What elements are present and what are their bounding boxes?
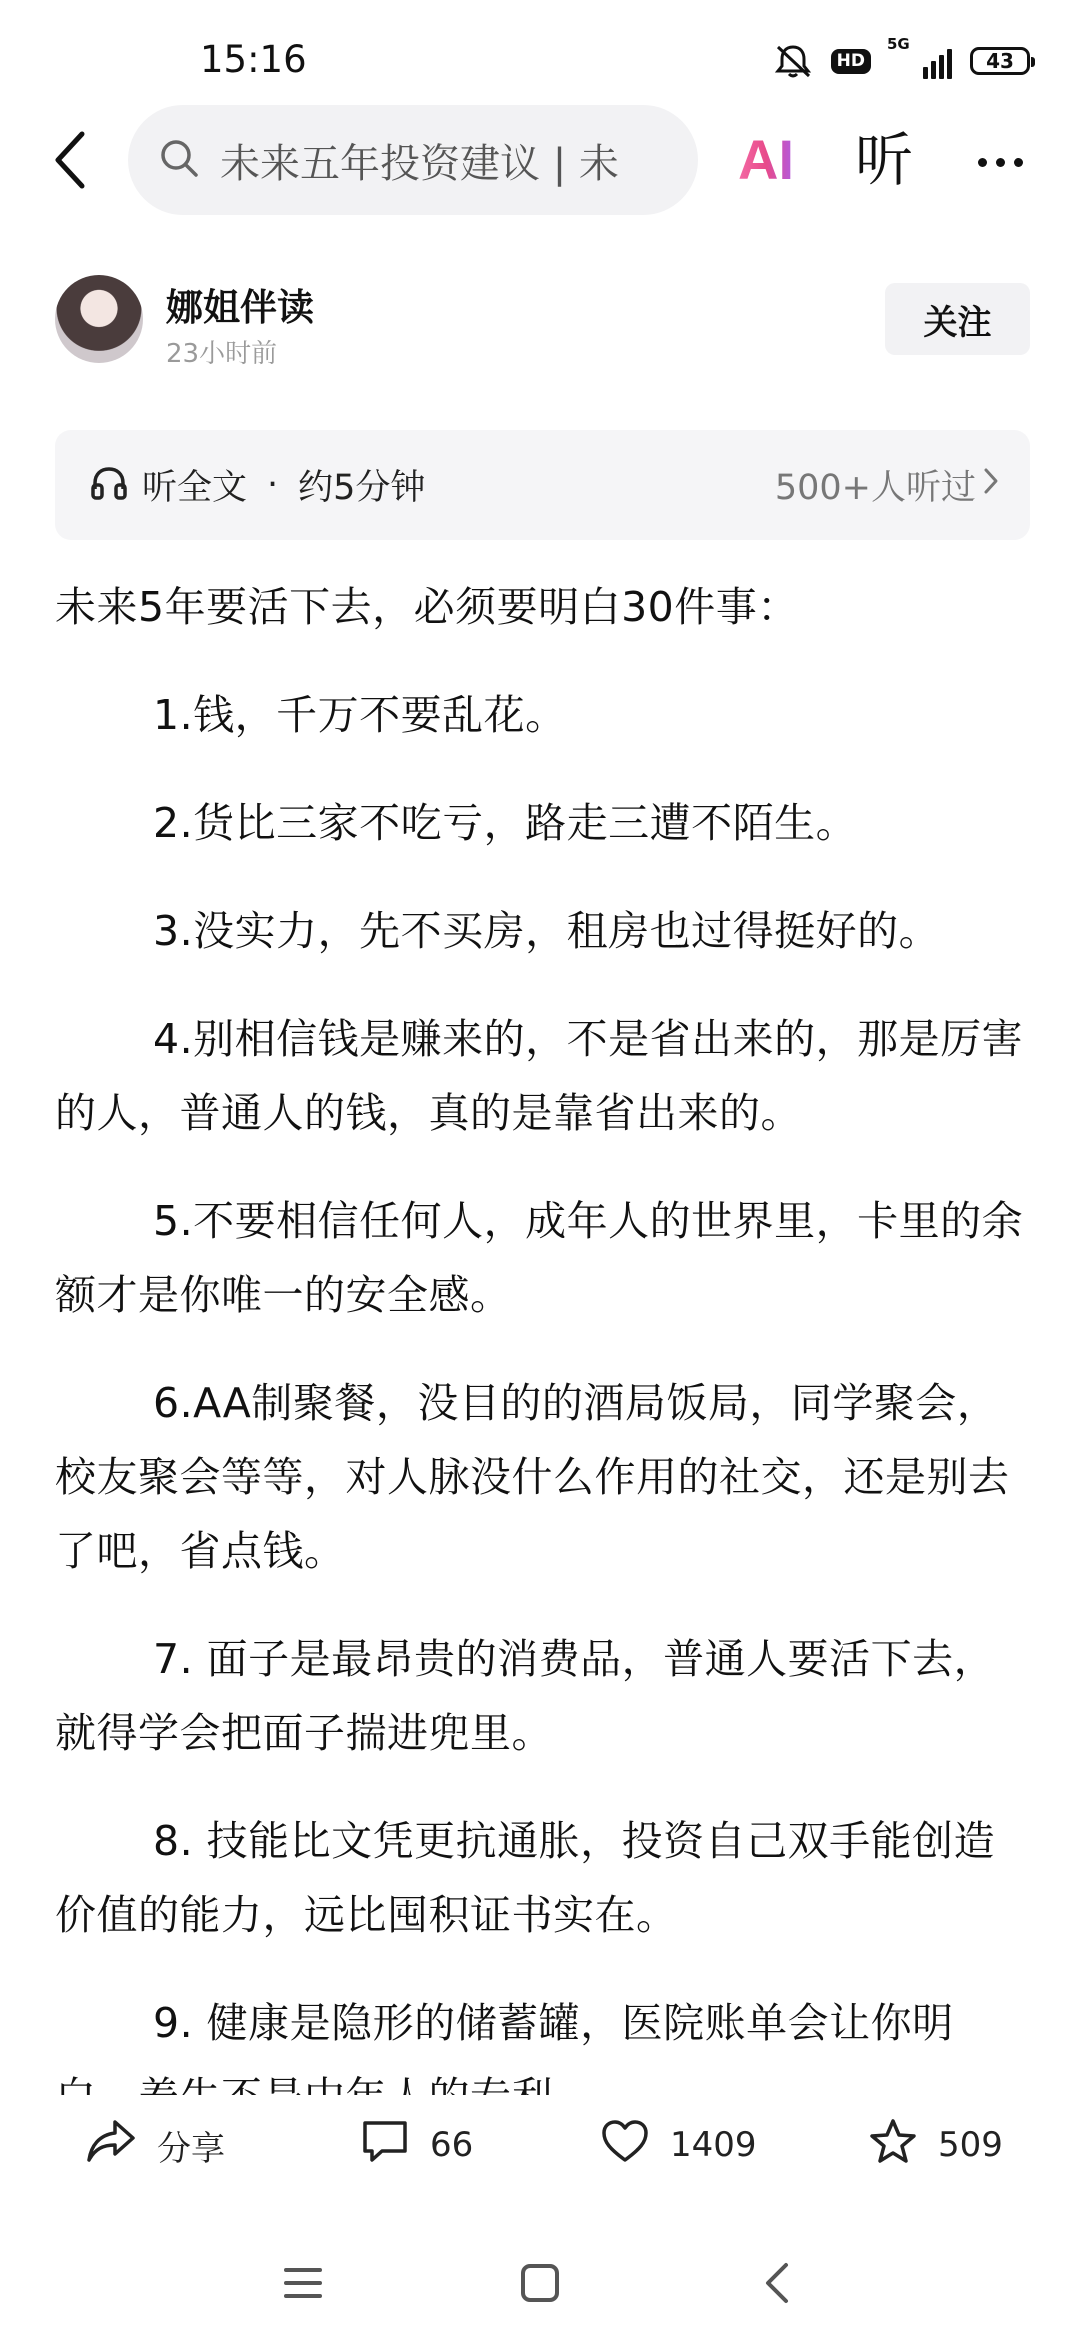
- action-bar: [0, 2095, 1080, 2195]
- home-square-icon: [519, 2262, 561, 2308]
- chevron-right-icon: [976, 465, 1000, 505]
- recent-apps-button[interactable]: [268, 2255, 338, 2315]
- article-item: 8. 技能比文凭更抗通胀，投资自己双手能创造价值的能力，远比囤积证书实在。: [55, 1817, 996, 1939]
- author-name[interactable]: 娜姐伴读: [166, 286, 314, 329]
- hd-icon: HD: [831, 49, 871, 74]
- like-count: 1409: [670, 2125, 757, 2165]
- ai-button[interactable]: AI: [738, 125, 794, 195]
- share-button[interactable]: [85, 2115, 225, 2175]
- system-nav-bar: [0, 2230, 1080, 2340]
- search-bar[interactable]: [128, 105, 698, 215]
- search-query-text: 未来五年投资建议 | 未: [220, 140, 619, 187]
- post-time: 23小时前: [166, 339, 278, 369]
- back-button[interactable]: [40, 127, 100, 197]
- article-item: 4.别相信钱是赚来的，不是省出来的，那是厉害的人，普通人的钱，真的是靠省出来的。: [55, 1015, 1024, 1137]
- article-item: 2.货比三家不吃亏，路走三遭不陌生。: [153, 799, 858, 847]
- share-arrow-icon: [85, 2118, 137, 2173]
- more-button[interactable]: [965, 127, 1035, 197]
- back-chevron-icon: [50, 130, 90, 194]
- listen-full-label: 听全文: [142, 468, 248, 508]
- author-row: [0, 265, 1080, 375]
- system-back-button[interactable]: [742, 2255, 812, 2315]
- mute-bell-icon: [773, 43, 813, 79]
- article-intro: 未来5年要活下去，必须要明白30件事：: [55, 583, 799, 631]
- listen-count: [775, 460, 1000, 510]
- top-nav: [0, 105, 1080, 220]
- share-label: 分享: [157, 2128, 225, 2169]
- battery-icon: [970, 47, 1030, 75]
- listen-count-text: 500+人听过: [774, 468, 976, 508]
- star-icon: [868, 2117, 918, 2174]
- favorite-count: 509: [938, 2125, 1003, 2165]
- favorite-button[interactable]: [868, 2115, 1003, 2175]
- comment-button[interactable]: [360, 2115, 473, 2175]
- avatar[interactable]: [55, 275, 143, 363]
- article-item: 3.没实力，先不买房，租房也过得挺好的。: [153, 907, 941, 955]
- heart-icon: [600, 2118, 650, 2173]
- signal-5g-icon: [887, 35, 952, 79]
- listen-button[interactable]: 听: [855, 126, 914, 194]
- listen-full-article-bar[interactable]: [55, 430, 1030, 540]
- comment-icon: [360, 2118, 410, 2173]
- status-bar: [0, 0, 1080, 110]
- like-button[interactable]: [600, 2115, 757, 2175]
- listen-separator: ·: [267, 465, 279, 505]
- menu-lines-icon: [283, 2265, 323, 2305]
- article-item: 5.不要相信任何人，成年人的世界里，卡里的余额才是你唯一的安全感。: [55, 1197, 1024, 1319]
- network-type-label: 5G: [887, 35, 910, 53]
- article-body: [55, 570, 1030, 2070]
- article-item: 7. 面子是最昂贵的消费品，普通人要活下去，就得学会把面子揣进兜里。: [55, 1635, 996, 1757]
- article-item: 1.钱，千万不要乱花。: [153, 691, 567, 739]
- comment-count: 66: [430, 2125, 474, 2165]
- headphones-icon: [90, 465, 128, 505]
- home-button[interactable]: [505, 2255, 575, 2315]
- status-time: 15:16: [200, 38, 307, 81]
- back-triangle-icon: [762, 2261, 792, 2309]
- article-item: 9. 健康是隐形的储蓄罐，医院账单会让你明: [153, 1999, 954, 2047]
- listen-duration: 约5分钟: [298, 468, 426, 508]
- search-icon: [158, 137, 200, 183]
- article-item: 6.AA制聚餐，没目的的酒局饭局，同学聚会，校友聚会等等，对人脉没什么作用的社交，还是别去了吧，省点钱。: [55, 1379, 1010, 1575]
- status-icons: [773, 35, 1030, 82]
- more-dots-icon: [978, 158, 987, 167]
- battery-level: 43: [986, 49, 1014, 73]
- follow-button[interactable]: 关注: [885, 283, 1030, 355]
